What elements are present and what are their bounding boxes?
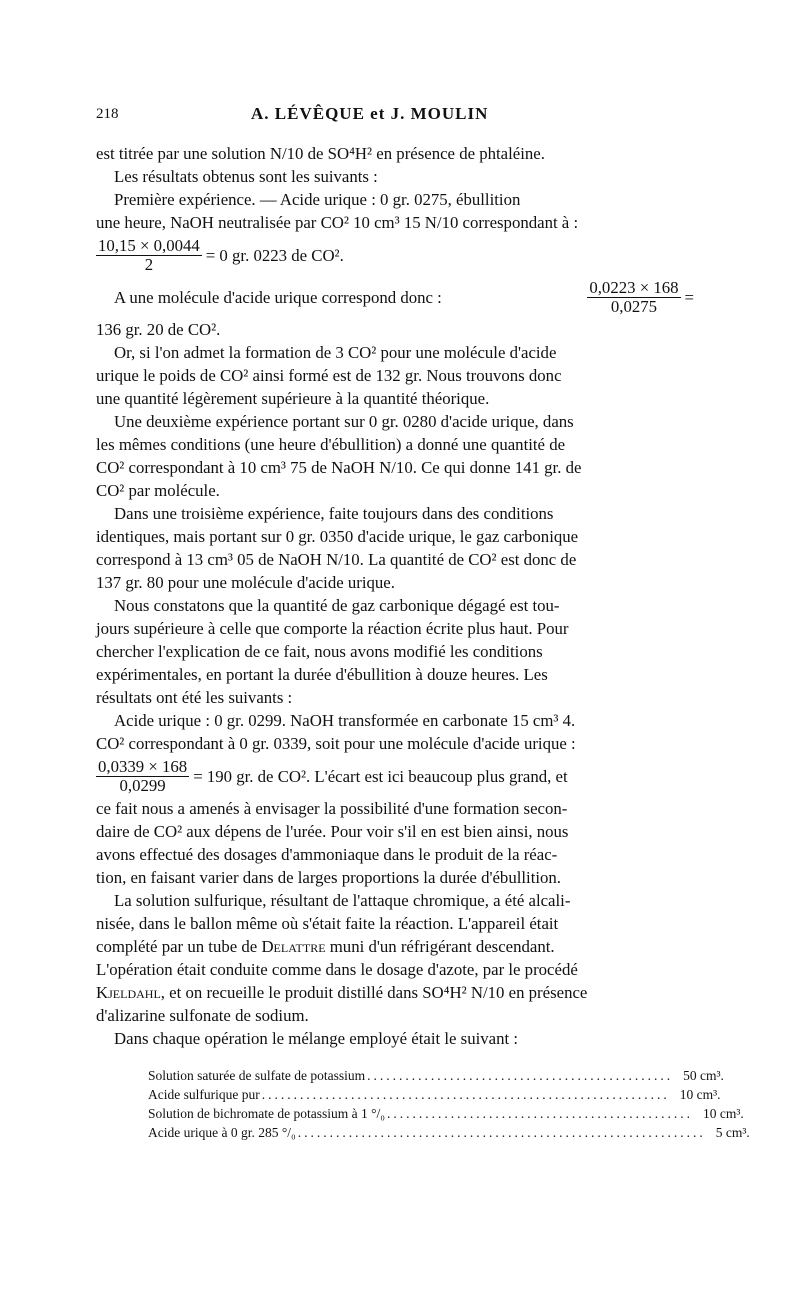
text-line: urique le poids de CO² ainsi formé est de 132 gr. Nous trouvons donc [96, 366, 562, 385]
fraction-denominator: 2 [144, 254, 154, 274]
paragraph-observation [96, 594, 694, 709]
leader-dots: ................................................ [386, 1106, 693, 1121]
fraction-numerator: 0,0339 × 168 [98, 756, 188, 776]
paragraph-third-experiment [96, 502, 694, 594]
text-line: est titrée par une solution N/10 de SO⁴H² en présence de phtaléine. [96, 144, 545, 163]
fraction [587, 279, 680, 316]
text-line: Nous constatons que la quantité de gaz carbonique dégagé est tou- [114, 596, 560, 615]
leader-dots: ................................................ [367, 1068, 674, 1083]
mixture-label: Acide sulfurique pur [148, 1087, 260, 1102]
text-fragment: , et on recueille le produit distillé dans SO⁴H² N/10 en présence [160, 983, 588, 1002]
text-line: jours supérieure à celle que comporte la réaction écrite plus haut. Pour [96, 619, 569, 638]
fraction [96, 237, 202, 274]
text-line: L'opération était conduite comme dans le dosage d'azote, par le procédé [96, 960, 578, 979]
paragraph-second-experiment [96, 410, 694, 502]
text-line: Les résultats obtenus sont les suivants : [114, 167, 378, 186]
text-line: Dans chaque opération le mélange employé était le suivant : [114, 1029, 519, 1048]
paragraph-mixture-intro [96, 1027, 694, 1050]
text-line: Or, si l'on admet la formation de 3 CO² pour une molécule d'acide [114, 343, 557, 362]
text-line: La solution sulfurique, résultant de l'attaque chromique, a été alcali- [114, 891, 571, 910]
paragraph-first-experiment [96, 188, 694, 234]
leader-dots: ................................................................ [261, 1087, 670, 1102]
running-head: A. LÉVÊQUE et J. MOULIN [251, 104, 489, 123]
text-line: tion, en faisant varier dans de larges proportions la durée d'ébullition. [96, 868, 561, 887]
leader-dots: ................................................................ [297, 1125, 706, 1140]
mixture-label: Solution de bichromate de potassium à 1 °/₀ [148, 1106, 385, 1121]
formula-result: = 0 gr. 0223 de CO². [205, 245, 344, 265]
mixture-label: Acide urique à 0 gr. 285 °/₀ [148, 1125, 296, 1140]
mixture-value: 5 cm³. [715, 1125, 750, 1140]
text-line [96, 935, 694, 958]
paragraph-continuation [96, 797, 694, 889]
text-line: d'alizarine sulfonate de sodium. [96, 1006, 309, 1025]
text-line: une quantité légèrement supérieure à la quantité théorique. [96, 389, 490, 408]
mixture-table [148, 1066, 750, 1142]
text-line: Une deuxième expérience portant sur 0 gr. 0280 d'acide urique, dans [114, 412, 574, 431]
text-line: chercher l'explication de ce fait, nous avons modifié les conditions [96, 642, 543, 661]
mixture-label: Solution saturée de sulfate de potassium [148, 1068, 366, 1083]
equals-sign: = [684, 287, 694, 307]
text-line: avons effectué des dosages d'ammoniaque dans le produit de la réac- [96, 845, 558, 864]
mixture-value: 10 cm³. [702, 1106, 744, 1121]
text-line: Dans une troisième expérience, faite toujours dans des conditions [114, 504, 554, 523]
text-line: nisée, dans le ballon même où s'était faite la réaction. L'appareil était [96, 914, 559, 933]
text-line: CO² par molécule. [96, 481, 220, 500]
author-name-delattre: Delattre [261, 937, 326, 956]
mixture-value: 10 cm³. [679, 1087, 721, 1102]
fraction-numerator: 10,15 × 0,0044 [98, 235, 200, 255]
text-line: expérimentales, en portant la durée d'ébullition à douze heures. Les [96, 665, 548, 684]
text-line: les mêmes conditions (une heure d'ébullition) a donné une quantité de [96, 435, 566, 454]
paragraph-results-intro [96, 165, 694, 188]
text-line: une heure, NaOH neutralisée par CO² 10 cm³ 15 N/10 correspondant à : [96, 213, 579, 232]
formula-2 [96, 276, 694, 318]
mixture-row [148, 1123, 750, 1142]
paragraph-sulfuric-solution [96, 889, 694, 1027]
fraction-denominator: 0,0275 [610, 296, 658, 316]
text-line: CO² correspondant à 0 gr. 0339, soit pour une molécule d'acide urique : [96, 734, 576, 753]
fraction-numerator: 0,0223 × 168 [589, 277, 679, 297]
formula-3 [96, 755, 694, 797]
body-text [96, 142, 694, 1050]
paragraph-twelve-hours [96, 709, 694, 755]
text-line: daire de CO² aux dépens de l'urée. Pour voir s'il en est bien ainsi, nous [96, 822, 569, 841]
paragraph-theoretical [96, 341, 694, 410]
text-line: identiques, mais portant sur 0 gr. 0350 d'acide urique, le gaz carbonique [96, 527, 579, 546]
text-line: correspond à 13 cm³ 05 de NaOH N/10. La quantité de CO² est donc de [96, 550, 577, 569]
text-line: Première expérience. — Acide urique : 0 gr. 0275, ébullition [114, 190, 521, 209]
fraction-denominator: 0,0299 [119, 775, 166, 795]
mixture-value: 50 cm³. [683, 1068, 724, 1083]
author-name-kjeldahl: Kjeldahl [96, 983, 161, 1002]
formula-1 [96, 234, 694, 276]
page-header [96, 106, 696, 130]
page-number: 218 [96, 106, 119, 122]
paragraph-result-line [96, 318, 694, 341]
paragraph-1 [96, 142, 694, 165]
text-fragment: complété par un tube de [96, 937, 258, 956]
fraction [96, 758, 189, 795]
mixture-row [148, 1085, 721, 1104]
text-line: Acide urique : 0 gr. 0299. NaOH transformée en carbonate 15 cm³ 4. [114, 711, 576, 730]
mixture-row [148, 1104, 744, 1123]
text-line [96, 981, 694, 1004]
mixture-row [148, 1066, 724, 1085]
text-line: CO² correspondant à 10 cm³ 75 de NaOH N/10. Ce qui donne 141 gr. de [96, 458, 582, 477]
text-line: 136 gr. 20 de CO². [96, 320, 221, 339]
text-line: A une molécule d'acide urique correspond donc : [114, 287, 442, 307]
formula-result: = 190 gr. de CO². L'écart est ici beaucoup plus grand, et [193, 766, 568, 786]
text-line: résultats ont été les suivants : [96, 688, 293, 707]
text-line: ce fait nous a amenés à envisager la possibilité d'une formation secon- [96, 799, 568, 818]
text-line: 137 gr. 80 pour une molécule d'acide urique. [96, 573, 395, 592]
text-fragment: muni d'un réfrigérant descendant. [329, 937, 555, 956]
